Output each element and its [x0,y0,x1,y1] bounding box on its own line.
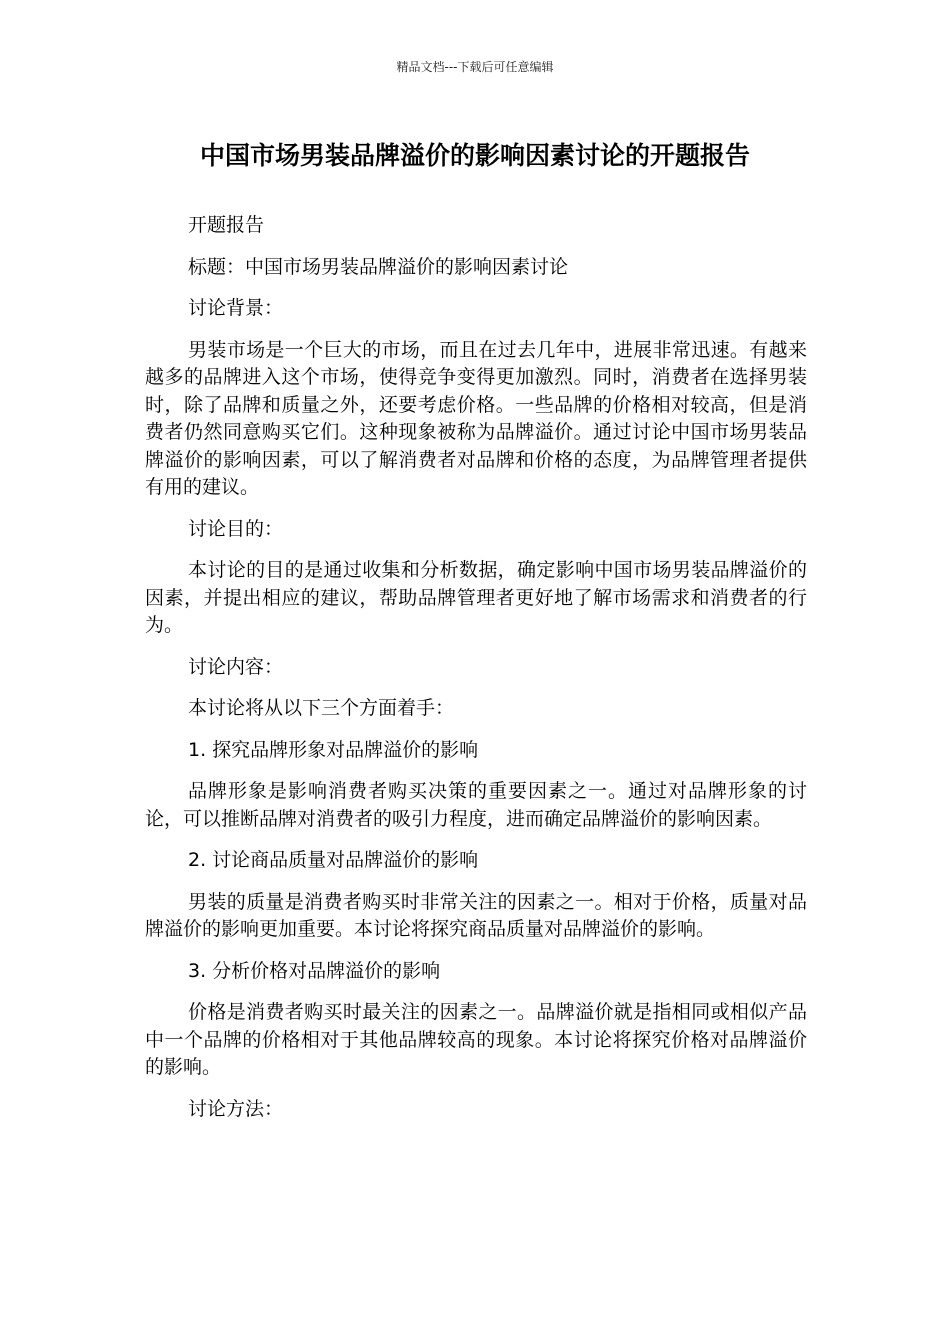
paragraph-background: 男装市场是一个巨大的市场，而且在过去几年中，进展非常迅速。有越来越多的品牌进入这个市场，使得竞争变得更加激烈。同时，消费者在选择男装时，除了品牌和质量之外，还要考虑价格。一些品牌的价格相对较高，但是消费者仍然同意购买它们。这种现象被称为品牌溢价。通过讨论中国市场男装品牌溢价的影响因素，可以了解消费者对品牌和价格的态度，为品牌管理者提供有用的建议。 [145,338,807,498]
header-note: 精品文档---下载后可任意编辑 [396,60,554,74]
document-body [145,212,807,1137]
item-2-heading: 2. 讨论商品质量对品牌溢价的影响 [188,849,479,871]
heading-purpose: 讨论目的： [188,517,284,540]
item-2-body: 男装的质量是消费者购买时非常关注的因素之一。相对于价格，质量对品牌溢价的影响更加重要。本讨论将探究商品质量对品牌溢价的影响。 [145,890,807,940]
paragraph-subject: 标题：中国市场男装品牌溢价的影响因素讨论 [188,255,569,278]
item-1-heading: 1. 探究品牌形象对品牌溢价的影响 [188,738,479,761]
document-title: 中国市场男装品牌溢价的影响因素讨论的开题报告 [199,141,750,170]
heading-content: 讨论内容： [188,655,284,678]
paragraph-purpose: 本讨论的目的是通过收集和分析数据，确定影响中国市场男装品牌溢价的因素，并提出相应的建议，帮助品牌管理者更好地了解市场需求和消费者的行为。 [145,559,807,636]
heading-method: 讨论方法： [188,1097,284,1120]
item-1-body: 品牌形象是影响消费者购买决策的重要因素之一。通过对品牌形象的讨论，可以推断品牌对消费者的吸引力程度，进而确定品牌溢价的影响因素。 [145,780,807,830]
paragraph-content-intro: 本讨论将从以下三个方面着手： [188,697,455,719]
item-3-body: 价格是消费者购买时最关注的因素之一。品牌溢价就是指相同或相似产品中一个品牌的价格相对于其他品牌较高的现象。本讨论将探究价格对品牌溢价的影响。 [145,1001,807,1078]
paragraph-report-label: 开题报告 [188,214,265,236]
item-3-heading: 3. 分析价格对品牌溢价的影响 [188,959,441,982]
heading-background: 讨论背景： [188,297,284,319]
